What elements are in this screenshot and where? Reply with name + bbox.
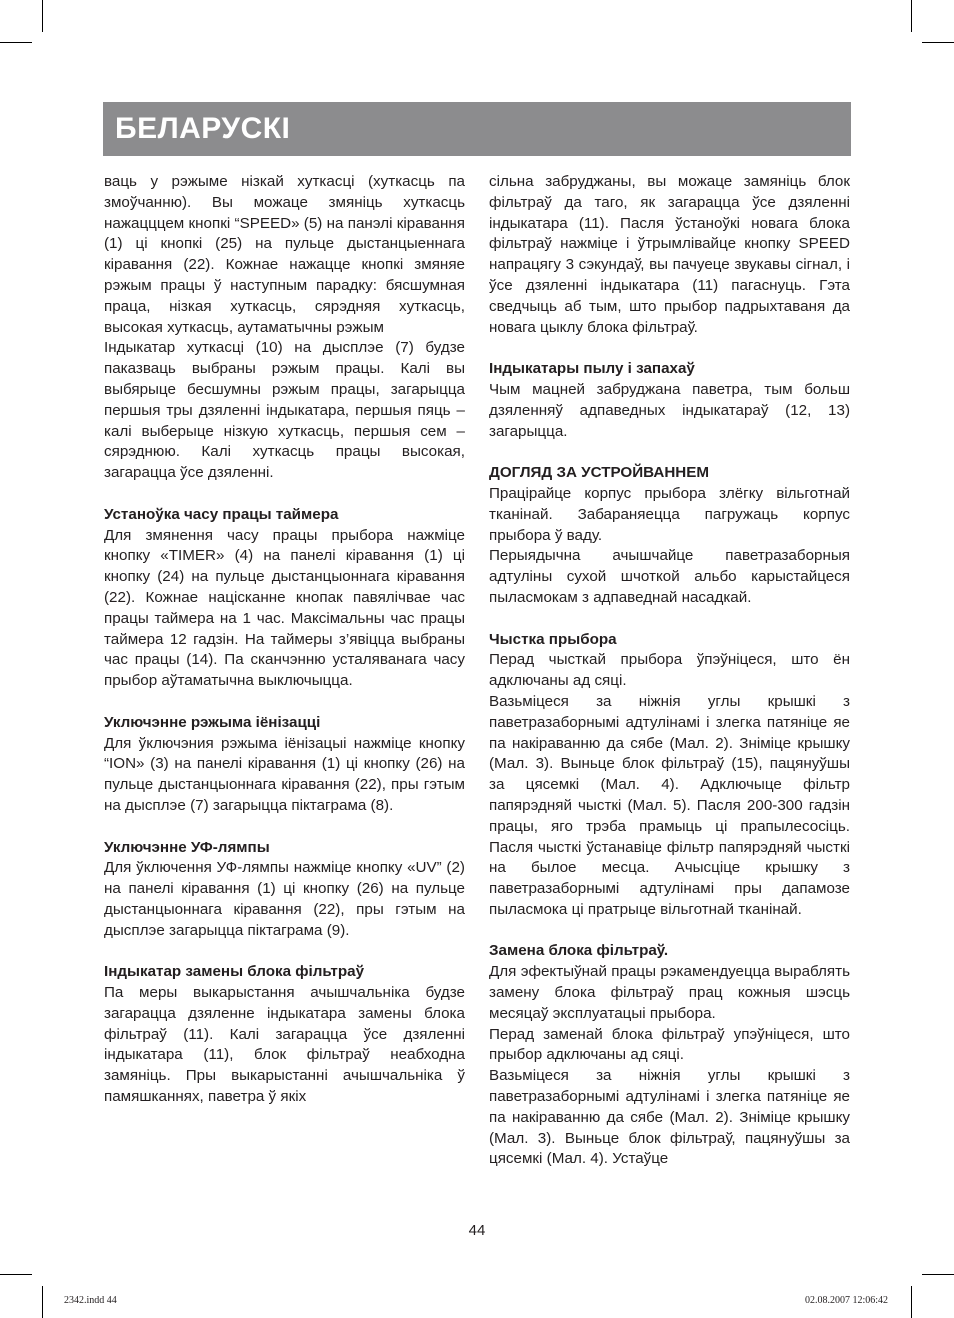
footer-timestamp: 02.08.2007 12:06:42	[804, 1295, 888, 1306]
paragraph-spacer	[104, 484, 465, 505]
body-paragraph: Для эфектыўнай працы рэкамендуецца выраблять замену блока фільтраў прац кожныя шэсць месяцаў эксплуатацыі прыбора.	[489, 963, 850, 1022]
section-heading: Індыкатары пылу і запахаў	[489, 360, 695, 378]
body-paragraph: сільна забруджаны, вы можаце замяніць блок фільтраў да таго, як загарацца ўсе дзяленні індыкатара (11). Пасля ўстаноўкі новага блока фільтраў нажміце і ўтрымлівайце кнопку SPEED напрацягу 3 сэкундаў, вы пачуеце звукавы сігнал, і ўсе дзяленні індыкатара (11) пагаснуць. Гэта сведчыць аб тым, што прыбор падрыхтаваня да новага цыклу блока фільтраў.	[489, 173, 850, 336]
page-number: 44	[468, 1222, 486, 1239]
body-paragraph: Перад чысткай прыбора ўпэўніцеся, што ён адключаны ад сяці.	[489, 651, 850, 690]
paragraph-spacer	[104, 941, 465, 962]
body-paragraph: Індыкатар хуткасці (10) на дысплэе (7) будзе паказваць выбраны рэжым працы. Калі вы выбярыце бесшумны рэжым працы, загарыцца першыя тры дзяленні індыкатара, першыя пяць – калі выберыце нізкую хуткасць, першыя сем –сярэднюю. Калі хуткасць працы высокая, загарацца ўсе дзяленні.	[104, 339, 465, 482]
crop-mark	[922, 1274, 954, 1275]
body-paragraph: Перыядычна ачышчайце паветразаборныя адтуліны сухой шчоткой альбо карыстайцеся пыласмокам з адпаведнай насадкай.	[489, 547, 850, 606]
paragraph-spacer	[104, 817, 465, 838]
section-heading: Уключэнне рэжыма іёнізацці	[104, 713, 321, 731]
crop-mark	[42, 1286, 43, 1318]
body-paragraph: Для ўключення УФ-лямпы нажміце кнопку «UV” (2) на панелі кіравання (1) ці кнопку (26) на пульце дыстанцыоннага кіравання (22), пры гэтым на дысплэе загарыцца піктаграма (9).	[104, 859, 465, 939]
left-column	[104, 172, 465, 1108]
crop-mark	[922, 42, 954, 43]
paragraph-spacer	[489, 442, 850, 463]
section-header	[103, 102, 851, 156]
body-paragraph: Для змянення часу працы прыбора нажміце кнопку «TIMER» (4) на панелі кіравання (1) ці кнопку (24) на пульце дыстанцыоннага кіравання (22). Кожнае націсканне кнопак павялічвае час працы таймера на 1 час. Максімальны час працы таймера 12 гадзін. На таймеры з’явіцца выбраны час працы (14). Па сканчэнню усталяванага часу прыбор аўтаматычна выключыцца.	[104, 526, 465, 690]
crop-mark	[0, 1274, 32, 1275]
section-heading: Чыстка прыбора	[489, 630, 617, 648]
section-heading: ДОГЛЯД ЗА УСТРОЙВАННЕМ	[489, 464, 710, 482]
body-paragraph: ваць у рэжыме нізкай хуткасці (хуткасць па змоўчанню). Вы можаце змяніць хуткасць нажацццем кнопкі “SPEED» (5) на панэлі кіравання (1) ці кнопкі (25) на пульце дыстанцыеннага кіравання (22). Кожнае нажацце кнопкі змяняе рэжым працы ў наступным парадку: бясшумная праца, нізкая хуткасць, сярэдняя хуткасць, высокая хуткасць, аутаматычны рэжым	[104, 173, 465, 336]
section-heading: Замена блока фільтраў.	[489, 942, 669, 960]
body-paragraph: Чым мацней забруджана паветра, тым больш дзяленняў адпаведных індыкатараў (12, 13) загарыцца.	[489, 380, 850, 440]
section-heading: Устаноўка часу працы таймера	[104, 505, 339, 523]
paragraph-spacer	[104, 692, 465, 713]
body-paragraph: Вазьміцеся за ніжнія углы крышкі з паветразаборнымі адтулінамі і злегка патяніце яе па накіраванню да сябе (Мал. 2). Зніміце крышку (Мал. 3). Выньце блок фільтраў, пацянуўшы за цясемкі (Мал. 4). Устаўце	[489, 1067, 850, 1168]
right-column	[489, 172, 850, 1170]
body-paragraph: Для ўключэния рэжыма іёнізацыі нажміце кнопку “ION» (3) на панелі кіравання (1) ці кнопку (26) на пульце дыстанцыоннага кіравання (22), пры гэтым на дысплэе (7) загарыцца піктаграма (8).	[104, 734, 465, 814]
body-paragraph: Па меры выкарыстання ачышчальніка будзе загарацца дзяленне індыкатара замены блока фільтраў (11). Калі загарацца ўсе дзяленні індыкатара (11), блок фільтраў неабходна замяніць. Пры выкарыстанні ачышчальніка ў памяшканнях, паветра ў якіх	[104, 984, 465, 1106]
section-heading: Індыкатар замены блока фільтраў	[104, 963, 365, 981]
body-paragraph: Вазьміцеся за ніжнія углы крышкі з паветразаборнымі адтулінамі і злегка патяніце яе па накіраванню да сябе (Мал. 2). Зніміце крышку (Мал. 3). Выньце блок фільтраў (15), пацянуўшы за цясемкі (Мал. 4). Адключыце фільтр папярэдняй чысткі (Мал. 5). Пасля 200-300 гадзін працы, яго трэба прамыць ці прапылесосіць. Пасля чысткі ўстанавіце фільтр папярэдняй чысткі на былое месца. Ачысціце крышку з паветразаборнымі адтулінамі пры дапамозе пыласмока ці пратрыце вільготнай тканінай.	[489, 692, 850, 918]
crop-mark	[911, 0, 912, 32]
paragraph-spacer	[489, 921, 850, 942]
paragraph-spacer	[489, 609, 850, 630]
crop-mark	[42, 0, 43, 32]
page-title: БЕЛАРУСКІ	[115, 112, 291, 145]
body-paragraph: Перад заменай блока фільтраў упэўніцеся, што прыбор адключаны ад сяці.	[489, 1025, 850, 1064]
section-heading: Уключэнне УФ-лямпы	[104, 838, 270, 856]
crop-mark	[0, 42, 32, 43]
crop-mark	[911, 1286, 912, 1318]
body-paragraph: Працірайце корпус прыбора злёгку вільготнай тканінай. Забараняецца пагружаць корпус прыбора ў ваду.	[489, 484, 850, 544]
paragraph-spacer	[489, 338, 850, 359]
footer-file-info: 2342.indd 44	[64, 1295, 117, 1306]
